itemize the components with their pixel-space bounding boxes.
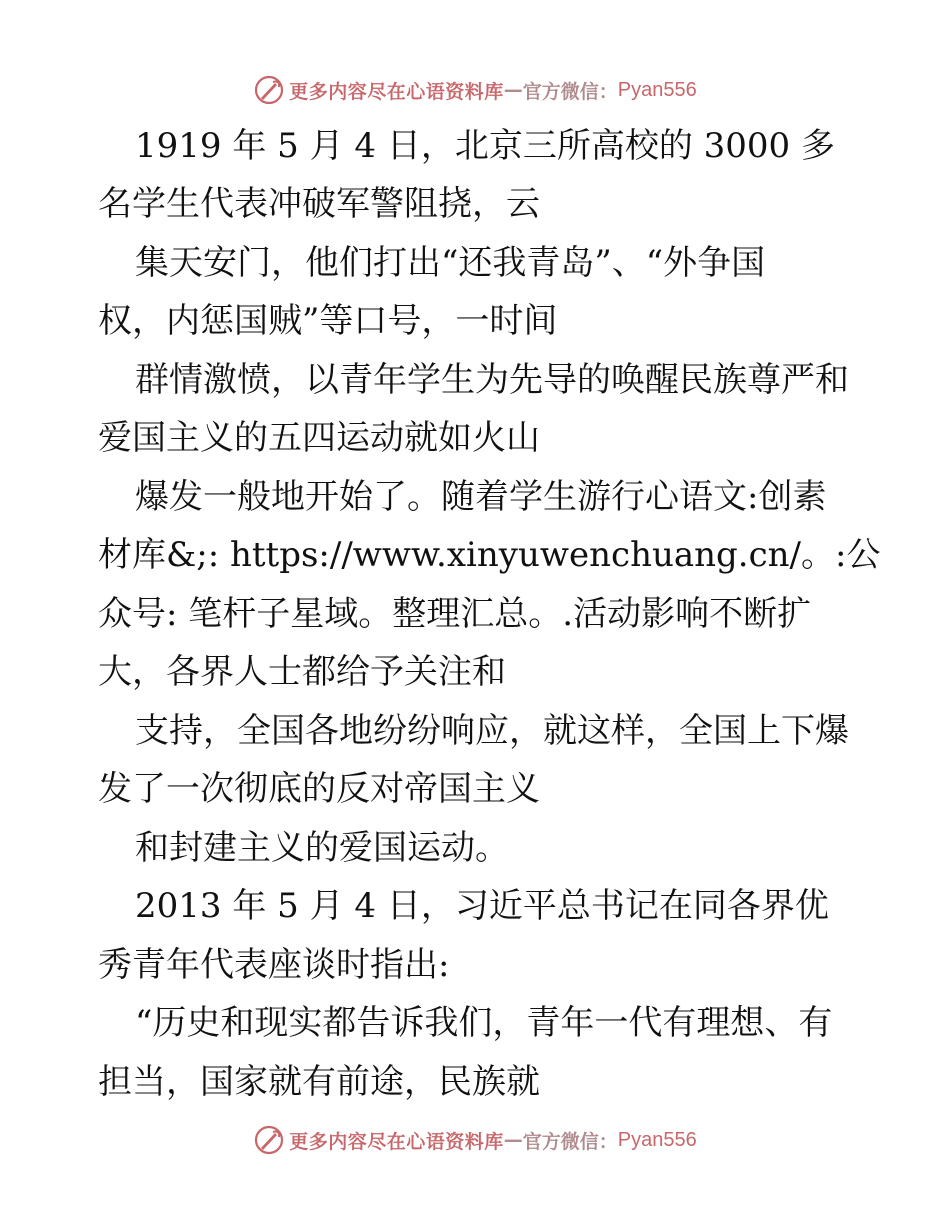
header-watermark bbox=[0, 70, 950, 110]
text-line: 发了一次彻底的反对帝国主义 bbox=[98, 769, 540, 809]
text-line: 集天安门，他们打出“还我青岛”、“外争国 bbox=[135, 243, 766, 283]
text-line: 秀青年代表座谈时指出: bbox=[98, 945, 450, 985]
text-line: 支持，全国各地纷纷响应，就这样，全国上下爆 bbox=[135, 711, 849, 751]
text-line: 担当，国家就有前途，民族就 bbox=[98, 1062, 540, 1102]
text-line: 材库&;: https://www.xinyuwenchuang.cn/。:公 bbox=[98, 535, 881, 575]
header-separator: — bbox=[503, 79, 523, 101]
text-line: 1919 年 5 月 4 日，北京三所高校的 3000 多 bbox=[135, 126, 835, 166]
text-line: 众号: 笔杆子星域。整理汇总。.活动影响不断扩 bbox=[98, 594, 812, 634]
header-contact-id: Pyan556 bbox=[617, 78, 697, 101]
text-line: 大，各界人士都给予关注和 bbox=[98, 652, 506, 692]
text-line: 爆发一般地开始了。随着学生游行心语文:创素 bbox=[135, 477, 827, 517]
footer-contact-id: Pyan556 bbox=[617, 1128, 697, 1151]
footer-contact-label: 官方微信： bbox=[522, 1130, 618, 1153]
quill-logo-icon bbox=[253, 1124, 285, 1156]
header-brand-text: 更多内容尽在心语资料库 bbox=[289, 80, 504, 103]
footer-watermark bbox=[0, 1120, 950, 1160]
header-contact-label: 官方微信： bbox=[522, 80, 618, 103]
text-line: 名学生代表冲破军警阻挠，云 bbox=[98, 184, 540, 224]
text-line: 权，内惩国贼”等口号，一时间 bbox=[98, 301, 558, 341]
quill-logo-icon bbox=[253, 74, 285, 106]
text-line: 2013 年 5 月 4 日，习近平总书记在同各界优 bbox=[135, 886, 829, 926]
text-line: 爱国主义的五四运动就如火山 bbox=[98, 418, 540, 458]
text-line: 和封建主义的爱国运动。 bbox=[135, 828, 509, 868]
footer-brand-text: 更多内容尽在心语资料库 bbox=[289, 1130, 504, 1153]
footer-separator: — bbox=[503, 1129, 523, 1151]
text-line: “历史和现实都告诉我们，青年一代有理想、有 bbox=[135, 1003, 833, 1043]
text-line: 群情激愤，以青年学生为先导的唤醒民族尊严和 bbox=[135, 360, 849, 400]
